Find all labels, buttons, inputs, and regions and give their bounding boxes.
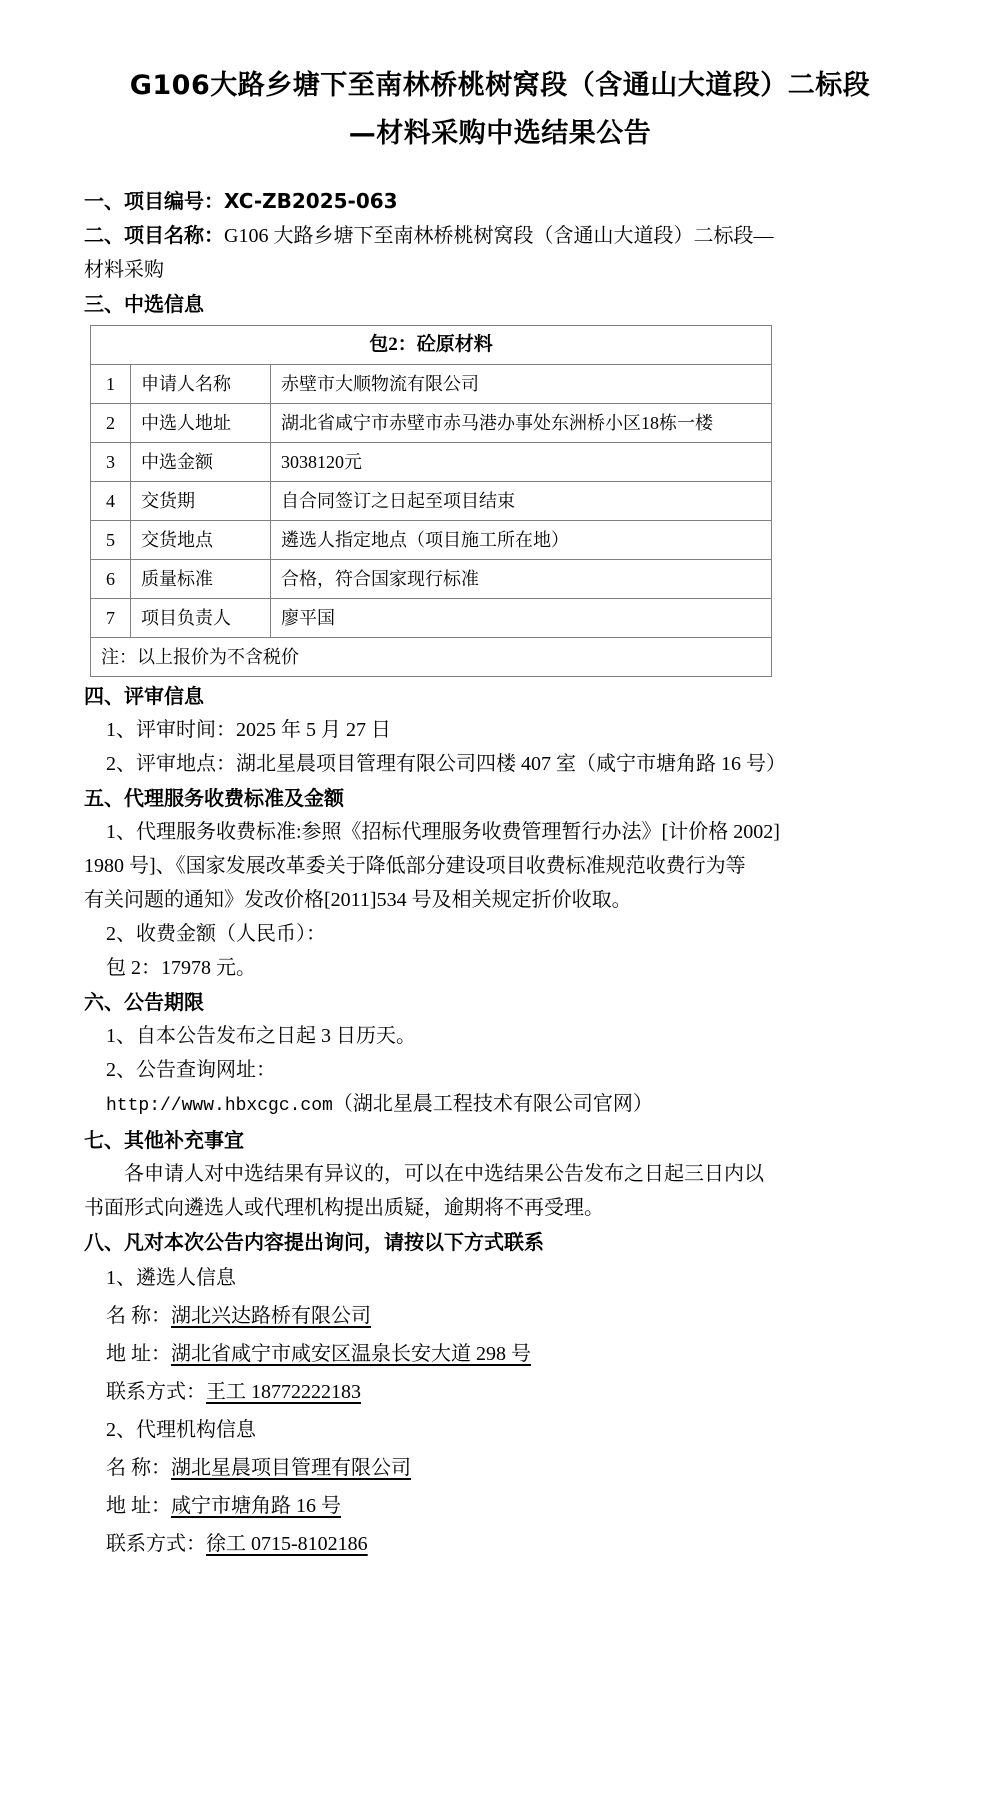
table-note-row: [91, 638, 772, 677]
row-value: 湖北省咸宁市赤壁市赤马港办事处东洲桥小区18栋一楼: [271, 404, 772, 443]
owner-name-value: 湖北兴达路桥有限公司: [171, 1305, 371, 1327]
announcement-url-note: （湖北星晨工程技术有限公司官网）: [332, 1093, 653, 1115]
row-value: 遴选人指定地点（项目施工所在地）: [271, 521, 772, 560]
row-label: 申请人名称: [131, 365, 271, 404]
table-row: [91, 365, 772, 404]
section-project-number: 一、项目编号：XC-ZB2025-063: [84, 189, 398, 213]
agency-name-row: [84, 1449, 916, 1487]
table-row: [91, 443, 772, 482]
review-location: 2、评审地点：湖北星晨项目管理有限公司四楼 407 室（咸宁市塘角路 16 号）: [106, 753, 786, 775]
row-value: 合格，符合国家现行标准: [271, 560, 772, 599]
row-index: 4: [91, 482, 131, 521]
row-label: 交货地点: [131, 521, 271, 560]
owner-name-label: 名 称：: [106, 1305, 171, 1327]
section-contact: 八、凡对本次公告内容提出询问，请按以下方式联系: [84, 1230, 544, 1254]
agency-address-row: [84, 1487, 916, 1525]
agency-fee-amount-label: 2、收费金额（人民币）：: [106, 923, 326, 945]
package-header: 包2：砼原材料: [91, 326, 772, 365]
table-row: [91, 482, 772, 521]
table-row: [91, 521, 772, 560]
announcement-url[interactable]: http://www.hbxcgc.com: [106, 1096, 333, 1116]
row-label: 中选金额: [131, 443, 271, 482]
project-name-value-line2: 材料采购: [84, 259, 164, 281]
owner-phone-value: 王工 18772222183: [206, 1381, 361, 1403]
row-value: 廖平国: [271, 599, 772, 638]
other-matters-line1: 各申请人对中选结果有异议的，可以在中选结果公告发布之日起三日内以: [124, 1163, 764, 1185]
owner-address-value: 湖北省咸宁市咸安区温泉长安大道 298 号: [171, 1343, 531, 1365]
agency-phone-label: 联系方式：: [106, 1533, 206, 1555]
row-label: 项目负责人: [131, 599, 271, 638]
row-label: 质量标准: [131, 560, 271, 599]
other-matters-line2: 书面形式向遴选人或代理机构提出质疑，逾期将不再受理。: [84, 1197, 604, 1219]
agency-info-heading: 2、代理机构信息: [106, 1419, 256, 1441]
agency-address-label: 地 址：: [106, 1495, 171, 1517]
row-value: 3038120元: [271, 443, 772, 482]
agency-name-label: 名 称：: [106, 1457, 171, 1479]
owner-address-row: [84, 1335, 916, 1373]
table-row: [91, 404, 772, 443]
announcement-url-label: 2、公告查询网址：: [106, 1059, 276, 1081]
winning-bid-table: [90, 325, 772, 677]
review-time: 1、评审时间：2025 年 5 月 27 日: [106, 719, 391, 741]
owner-info-heading: 1、遴选人信息: [106, 1267, 236, 1289]
agency-fee-standard-line3: 有关问题的通知》发改价格[2011]534 号及相关规定折价收取。: [84, 889, 632, 911]
agency-fee-standard-line2: 1980 号]、《国家发展改革委关于降低部分建设项目收费标准规范收费行为等: [84, 855, 746, 877]
agency-phone-row: [84, 1525, 916, 1563]
announcement-url-line: [84, 1087, 916, 1123]
row-index: 2: [91, 404, 131, 443]
table-row: [91, 560, 772, 599]
owner-name-row: [84, 1297, 916, 1335]
table-header-row: [91, 326, 772, 365]
project-name-value-line1: G106 大路乡塘下至南林桥桃树窝段（含通山大道段）二标段—: [224, 225, 774, 247]
agency-fee-amount-value: 包 2：17978 元。: [106, 957, 256, 979]
row-index: 6: [91, 560, 131, 599]
project-name-label: 二、项目名称：: [84, 223, 224, 247]
announcement-duration: 1、自本公告发布之日起 3 日历天。: [106, 1025, 416, 1047]
section-agency-fee: 五、代理服务收费标准及金额: [84, 786, 344, 810]
winning-bid-table-body: [91, 326, 772, 677]
agency-phone-value: 徐工 0715-8102186: [206, 1533, 368, 1555]
page-title: [84, 62, 916, 158]
table-note: 注：以上报价为不含税价: [91, 638, 772, 677]
table-row: [91, 599, 772, 638]
row-label: 中选人地址: [131, 404, 271, 443]
title-line-1: G106大路乡塘下至南林桥桃树窝段（含通山大道段）二标段: [129, 70, 871, 101]
section-review-info: 四、评审信息: [84, 684, 204, 708]
row-value: 赤壁市大顺物流有限公司: [271, 365, 772, 404]
agency-name-value: 湖北星晨项目管理有限公司: [171, 1457, 411, 1479]
owner-phone-row: [84, 1373, 916, 1411]
row-label: 交货期: [131, 482, 271, 521]
agency-fee-standard-line1: 1、代理服务收费标准:参照《招标代理服务收费管理暂行办法》[计价格 2002]: [106, 821, 780, 843]
agency-address-value: 咸宁市塘角路 16 号: [171, 1495, 341, 1517]
section-other-matters: 七、其他补充事宜: [84, 1128, 244, 1152]
row-index: 1: [91, 365, 131, 404]
row-value: 自合同签订之日起至项目结束: [271, 482, 772, 521]
row-index: 3: [91, 443, 131, 482]
owner-phone-label: 联系方式：: [106, 1381, 206, 1403]
title-line-2: —材料采购中选结果公告: [348, 118, 652, 149]
section-announcement-period: 六、公告期限: [84, 990, 204, 1014]
row-index: 5: [91, 521, 131, 560]
section-winner-info: 三、中选信息: [84, 292, 204, 316]
row-index: 7: [91, 599, 131, 638]
section-project-name: [84, 218, 916, 253]
owner-address-label: 地 址：: [106, 1343, 171, 1365]
